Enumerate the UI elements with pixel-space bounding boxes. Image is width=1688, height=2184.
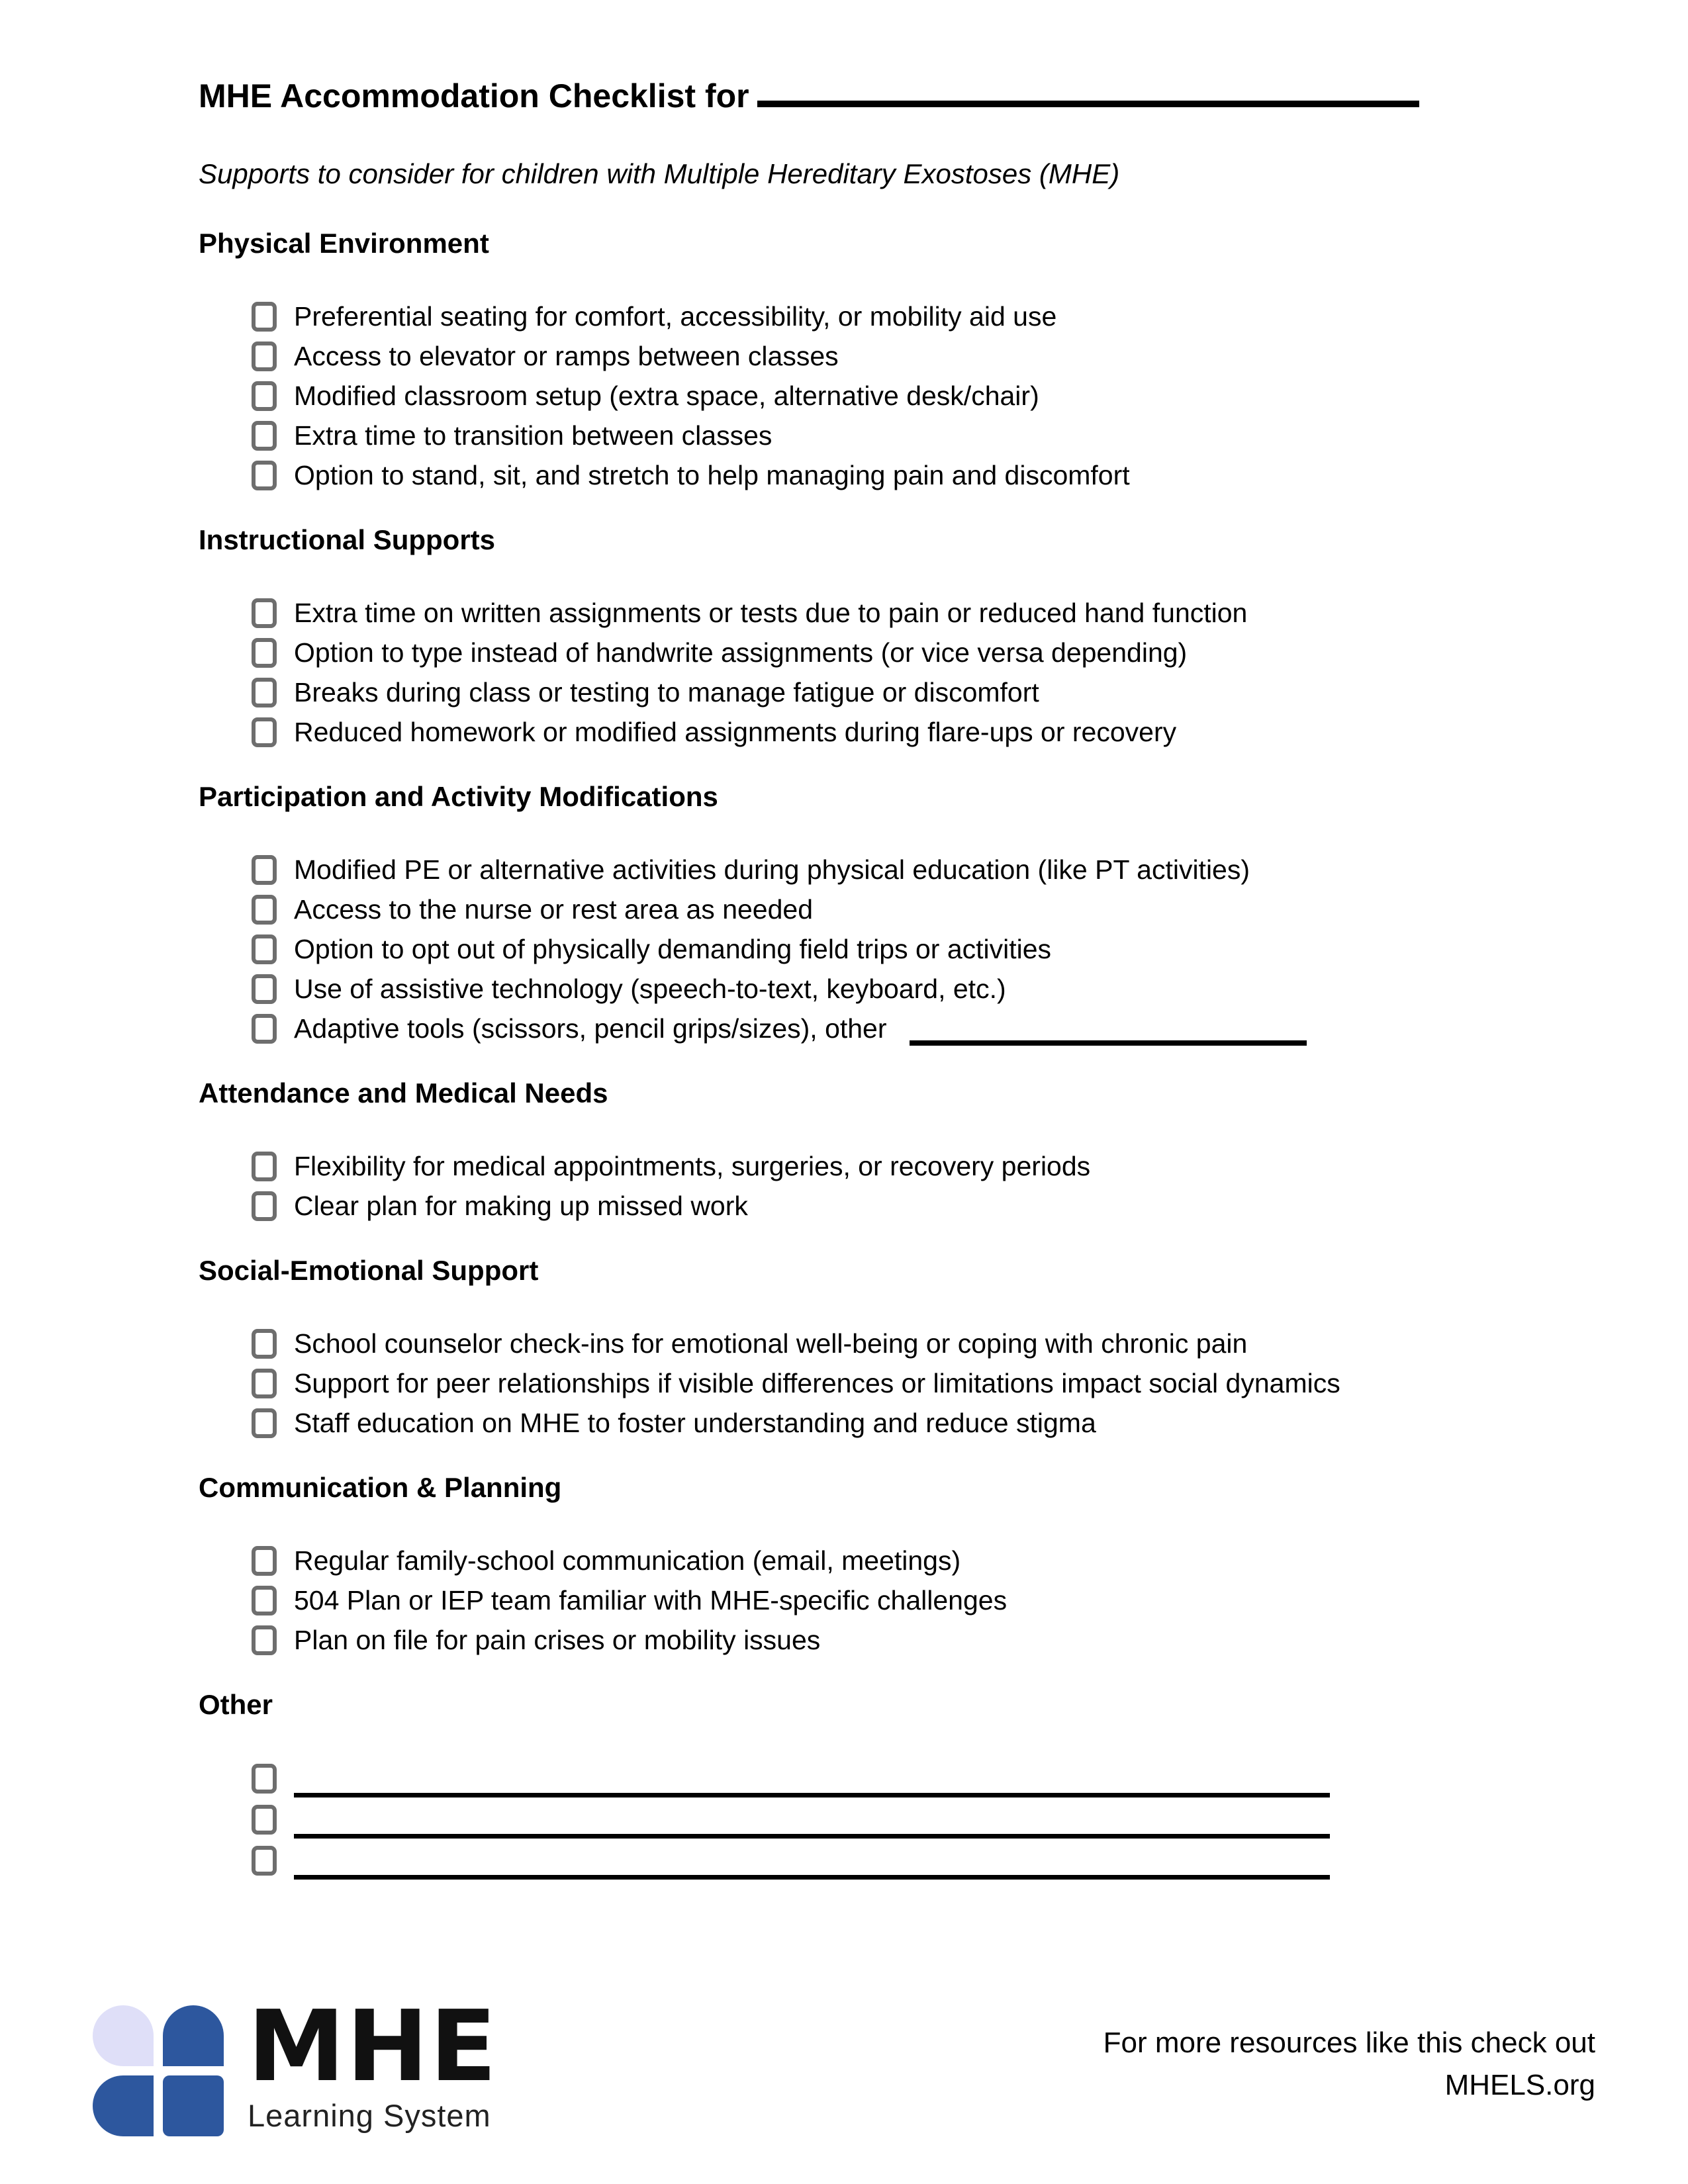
checklist-item-label: School counselor check-ins for emotional well-being or coping with chronic pain xyxy=(294,1328,1248,1359)
section-title: Communication & Planning xyxy=(199,1472,562,1503)
footer-note-line1: For more resources like this check out xyxy=(1103,2026,1595,2059)
checkbox[interactable] xyxy=(252,1625,277,1655)
checklist-item-label: Plan on file for pain crises or mobility issues xyxy=(294,1625,821,1655)
checkbox[interactable] xyxy=(252,1764,277,1794)
checklist-section xyxy=(199,780,1599,1048)
checkbox[interactable] xyxy=(252,381,277,411)
checklist-section xyxy=(199,1688,1599,1881)
footer-note xyxy=(1103,2022,1595,2107)
checklist-item-label: Extra time on written assignments or tests due to pain or reduced hand function xyxy=(294,598,1248,628)
checkbox[interactable] xyxy=(252,302,277,332)
checkbox[interactable] xyxy=(252,1586,277,1615)
checklist-item-label: Access to elevator or ramps between classes xyxy=(294,341,839,371)
checklist-row xyxy=(252,1580,1599,1620)
checklist-item-label: Staff education on MHE to foster understanding and reduce stigma xyxy=(294,1408,1096,1438)
checklist xyxy=(199,850,1599,1048)
checklist xyxy=(199,1541,1599,1660)
checklist-row xyxy=(252,296,1599,336)
checklist-row xyxy=(252,889,1599,929)
logo-tile-top-right xyxy=(163,2005,224,2066)
checklist-section xyxy=(199,523,1599,752)
checklist-row xyxy=(252,929,1599,969)
checklist-row xyxy=(252,1324,1599,1363)
checkbox[interactable] xyxy=(252,638,277,668)
checklist-item-label: Adaptive tools (scissors, pencil grips/sizes), other xyxy=(294,1013,887,1044)
logo-tile-bottom-left xyxy=(93,2075,154,2136)
checkbox[interactable] xyxy=(252,1408,277,1438)
checkbox[interactable] xyxy=(252,855,277,885)
checklist-row xyxy=(252,712,1599,752)
checkbox[interactable] xyxy=(252,934,277,964)
checklist-item-label: Reduced homework or modified assignments during flare-ups or recovery xyxy=(294,717,1177,747)
section-title: Attendance and Medical Needs xyxy=(199,1077,608,1109)
title-blank-line[interactable] xyxy=(757,78,1419,107)
checklist-row xyxy=(252,416,1599,455)
checklist-item-label: Clear plan for making up missed work xyxy=(294,1191,748,1221)
checklist xyxy=(199,593,1599,752)
checklist-row xyxy=(252,1186,1599,1226)
checkbox[interactable] xyxy=(252,1369,277,1398)
checkbox[interactable] xyxy=(252,421,277,451)
sections xyxy=(199,227,1599,1881)
subtitle: Supports to consider for children with Multiple Hereditary Exostoses (MHE) xyxy=(199,158,1120,189)
section-title: Participation and Activity Modifications xyxy=(199,781,718,812)
checklist-row xyxy=(252,1541,1599,1580)
page-title xyxy=(199,76,1599,116)
checklist-row xyxy=(252,1009,1599,1048)
checklist-item-label: Modified PE or alternative activities during physical education (like PT activities) xyxy=(294,854,1250,885)
checkbox[interactable] xyxy=(252,1846,277,1876)
logo-tile-bottom-right xyxy=(163,2075,224,2136)
checkbox[interactable] xyxy=(252,1014,277,1044)
mhe-learning-system-logo xyxy=(93,1989,498,2136)
fill-in-blank-line[interactable] xyxy=(294,1850,1330,1880)
checklist-row xyxy=(252,455,1599,495)
logo-brand: MHE xyxy=(248,1989,498,2103)
checklist-item-label: Breaks during class or testing to manage fatigue or discomfort xyxy=(294,677,1039,707)
checkbox[interactable] xyxy=(252,717,277,747)
checkbox[interactable] xyxy=(252,1546,277,1576)
checklist-section xyxy=(199,1471,1599,1660)
checklist-row xyxy=(252,1620,1599,1660)
checklist-row xyxy=(252,1403,1599,1443)
checkbox[interactable] xyxy=(252,678,277,707)
section-title: Social-Emotional Support xyxy=(199,1255,539,1286)
checklist-item-label: Support for peer relationships if visible differences or limitations impact social dynamics xyxy=(294,1368,1340,1398)
page-title-text: MHE Accommodation Checklist for xyxy=(199,77,749,114)
fill-in-blank-line[interactable] xyxy=(910,1018,1307,1046)
checkbox[interactable] xyxy=(252,895,277,925)
checklist-item-label: Option to opt out of physically demanding field trips or activities xyxy=(294,934,1052,964)
checklist xyxy=(199,296,1599,495)
section-title: Physical Environment xyxy=(199,228,489,259)
checklist-row xyxy=(252,593,1599,633)
logo-text xyxy=(248,1989,498,2134)
checklist-item-label: 504 Plan or IEP team familiar with MHE-specific challenges xyxy=(294,1585,1008,1615)
checklist xyxy=(199,1324,1599,1443)
checklist-row xyxy=(252,969,1599,1009)
logo-tile-top-left xyxy=(93,2005,154,2066)
checkbox[interactable] xyxy=(252,461,277,490)
checkbox[interactable] xyxy=(252,1329,277,1359)
checkbox[interactable] xyxy=(252,974,277,1004)
checklist-row xyxy=(252,1758,1599,1799)
checklist-row xyxy=(252,850,1599,889)
fill-in-blank-line[interactable] xyxy=(294,1768,1330,1797)
checklist-row xyxy=(252,1363,1599,1403)
checklist-item-label: Modified classroom setup (extra space, alternative desk/chair) xyxy=(294,381,1039,411)
checklist xyxy=(199,1758,1599,1881)
checkbox[interactable] xyxy=(252,1152,277,1181)
checklist-row xyxy=(252,1799,1599,1840)
checklist-row xyxy=(252,376,1599,416)
checkbox[interactable] xyxy=(252,1191,277,1221)
checklist-row xyxy=(252,1840,1599,1881)
checklist-item-label: Option to stand, sit, and stretch to help managing pain and discomfort xyxy=(294,460,1130,490)
section-title: Other xyxy=(199,1689,273,1720)
checklist-item-label: Option to type instead of handwrite assignments (or vice versa depending) xyxy=(294,637,1188,668)
section-title: Instructional Supports xyxy=(199,524,496,555)
checkbox[interactable] xyxy=(252,598,277,628)
checklist xyxy=(199,1146,1599,1226)
checklist-row xyxy=(252,633,1599,672)
checklist-item-label: Access to the nurse or rest area as needed xyxy=(294,894,814,925)
logo-tagline: Learning System xyxy=(248,2098,491,2133)
fill-in-blank-line[interactable] xyxy=(294,1809,1330,1839)
checklist-row xyxy=(252,336,1599,376)
footer-note-line2: MHELS.org xyxy=(1444,2069,1595,2101)
logo-mark-icon xyxy=(93,2005,224,2136)
checklist-item-label: Use of assistive technology (speech-to-text, keyboard, etc.) xyxy=(294,974,1006,1004)
checklist-section xyxy=(199,227,1599,495)
checkbox[interactable] xyxy=(252,341,277,371)
checklist-row xyxy=(252,1146,1599,1186)
checklist-section xyxy=(199,1254,1599,1443)
checklist-item-label: Regular family-school communication (email, meetings) xyxy=(294,1545,961,1576)
checklist-item-label: Flexibility for medical appointments, surgeries, or recovery periods xyxy=(294,1151,1091,1181)
checklist-item-label: Preferential seating for comfort, accessibility, or mobility aid use xyxy=(294,301,1057,332)
checklist-row xyxy=(252,672,1599,712)
checklist-item-label: Extra time to transition between classes xyxy=(294,420,773,451)
checklist-section xyxy=(199,1077,1599,1226)
checkbox[interactable] xyxy=(252,1805,277,1835)
